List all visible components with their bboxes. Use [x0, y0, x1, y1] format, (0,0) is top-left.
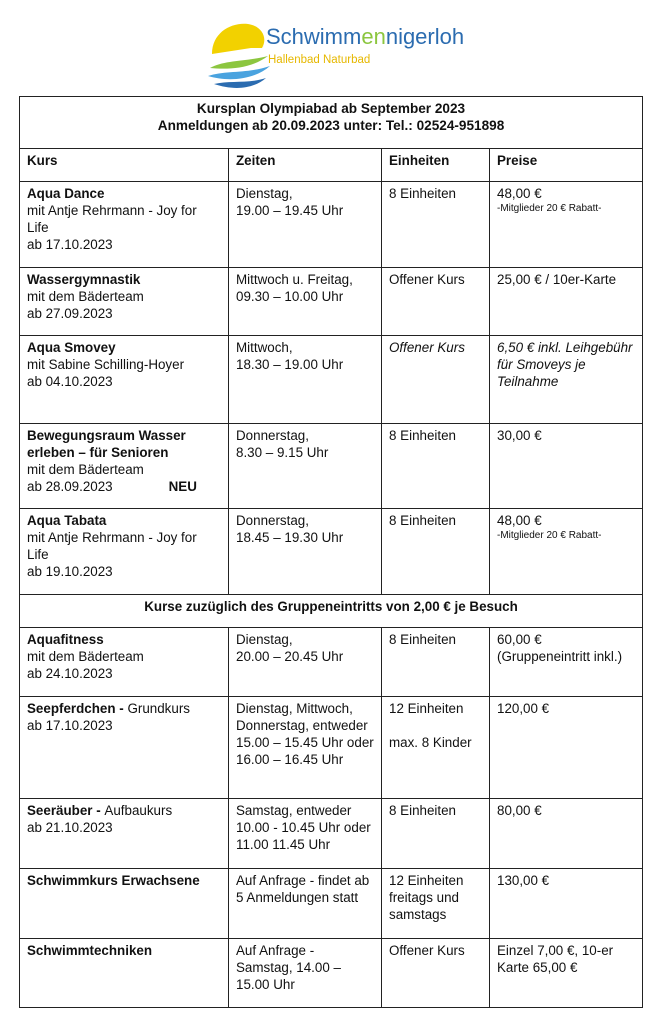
course-start: ab 17.10.2023 — [27, 718, 113, 733]
course-times: Samstag, entweder 10.00 - 10.45 Uhr oder 11.00 11.45 Uhr — [236, 803, 371, 852]
group-fee-row — [20, 595, 643, 628]
course-price: 130,00 € — [497, 873, 550, 888]
course-start: ab 28.09.2023 — [27, 479, 113, 494]
new-badge: NEU — [168, 479, 197, 494]
table-row — [20, 628, 643, 697]
course-start: ab 19.10.2023 — [27, 564, 113, 579]
logo-mark-icon — [204, 16, 274, 92]
course-units: 8 Einheiten — [389, 632, 457, 647]
course-name: Aqua Smovey — [27, 340, 116, 355]
course-day: Dienstag, — [236, 632, 293, 647]
course-start: ab 17.10.2023 — [27, 237, 113, 252]
table-row — [20, 869, 643, 939]
course-time: 19.00 – 19.45 Uhr — [236, 203, 344, 218]
course-units: 12 Einheiten — [389, 701, 464, 716]
col-header-kurs: Kurs — [20, 149, 229, 182]
table-row — [20, 424, 643, 509]
course-start: ab 27.09.2023 — [27, 306, 113, 321]
course-day: Donnerstag, — [236, 428, 309, 443]
course-trainer: mit Antje Rehrmann - Joy for Life — [27, 530, 197, 562]
course-start: ab 04.10.2023 — [27, 374, 113, 389]
course-times: Dienstag, Mittwoch, Donnerstag, entweder 15.00 – 15.45 Uhr oder 16.00 – 16.45 Uhr — [236, 701, 374, 767]
logo-wordmark: Schwimmennigerloh — [266, 24, 465, 49]
course-times: Auf Anfrage - findet ab 5 Anmeldungen statt — [236, 873, 370, 905]
table-row — [20, 939, 643, 1008]
course-price-note: -Mitglieder 20 € Rabatt- — [497, 530, 602, 541]
table-row — [20, 799, 643, 869]
course-units: 8 Einheiten — [389, 428, 457, 443]
table-row — [20, 182, 643, 268]
course-time: 8.30 – 9.15 Uhr — [236, 445, 329, 460]
course-price: 30,00 € — [497, 428, 542, 443]
table-row — [20, 336, 643, 424]
course-name: Aquafitness — [27, 632, 104, 647]
course-units: 8 Einheiten — [389, 186, 457, 201]
course-units: Offener Kurs — [389, 272, 465, 287]
col-header-einheiten: Einheiten — [382, 149, 490, 182]
course-day: Mittwoch u. Freitag, — [236, 272, 353, 287]
col-header-preise: Preise — [490, 149, 643, 182]
course-trainer: mit Antje Rehrmann - Joy for Life — [27, 203, 197, 235]
logo-subtitle: Hallenbad Naturbad — [268, 54, 371, 66]
table-row — [20, 268, 643, 336]
course-units: 8 Einheiten — [389, 803, 457, 818]
course-name: Aqua Tabata — [27, 513, 107, 528]
course-time: 09.30 – 10.00 Uhr — [236, 289, 344, 304]
course-price: 48,00 € — [497, 186, 542, 201]
course-name: Bewegungsraum Wasser erleben – für Senioren — [27, 428, 186, 460]
course-day: Dienstag, — [236, 186, 293, 201]
course-name: Aqua Dance — [27, 186, 105, 201]
title-row — [20, 97, 643, 149]
course-name: Schwimmkurs Erwachsene — [27, 873, 200, 888]
course-price-note: -Mitglieder 20 € Rabatt- — [497, 203, 602, 214]
course-price: 60,00 € (Gruppeneintritt inkl.) — [497, 632, 623, 664]
course-trainer: mit dem Bäderteam — [27, 462, 144, 477]
course-units: Offener Kurs — [389, 943, 465, 958]
table-row — [20, 697, 643, 799]
course-units: Offener Kurs — [389, 340, 465, 355]
course-type: Aufbaukurs — [104, 803, 173, 818]
course-start: ab 21.10.2023 — [27, 820, 113, 835]
course-plan-table — [19, 96, 643, 1008]
course-trainer: mit Sabine Schilling-Hoyer — [27, 357, 185, 372]
course-price: Einzel 7,00 €, 10-er Karte 65,00 € — [497, 943, 614, 975]
course-price: 120,00 € — [497, 701, 550, 716]
course-name: Seeräuber - — [27, 803, 105, 818]
course-time: 18.45 – 19.30 Uhr — [236, 530, 344, 545]
course-start: ab 24.10.2023 — [27, 666, 113, 681]
registration-info: Anmeldungen ab 20.09.2023 unter: Tel.: 02524-951898 — [157, 118, 505, 133]
course-trainer: mit dem Bäderteam — [27, 649, 144, 664]
course-type: Grundkurs — [127, 701, 190, 716]
course-name: Seepferdchen - — [27, 701, 128, 716]
course-times: Auf Anfrage - Samstag, 14.00 – 15.00 Uhr — [236, 943, 341, 992]
course-capacity: max. 8 Kinder — [389, 735, 472, 750]
plan-title: Kursplan Olympiabad ab September 2023 — [196, 101, 466, 116]
course-time: 18.30 – 19.00 Uhr — [236, 357, 344, 372]
group-fee-note: Kurse zuzüglich des Gruppeneintritts von 2,00 € je Besuch — [20, 595, 643, 628]
logo — [204, 16, 474, 92]
course-day: Donnerstag, — [236, 513, 309, 528]
col-header-zeiten: Zeiten — [229, 149, 382, 182]
course-units: 8 Einheiten — [389, 513, 457, 528]
course-name: Schwimmtechniken — [27, 943, 153, 958]
course-units: 12 Einheiten freitags und samstags — [389, 873, 464, 922]
course-time: 20.00 – 20.45 Uhr — [236, 649, 344, 664]
course-price: 48,00 € — [497, 513, 542, 528]
course-name: Wassergymnastik — [27, 272, 141, 287]
course-price: 25,00 € / 10er-Karte — [497, 272, 617, 287]
table-row — [20, 509, 643, 595]
course-trainer: mit dem Bäderteam — [27, 289, 144, 304]
course-price: 80,00 € — [497, 803, 542, 818]
course-price: 6,50 € inkl. Leihgebühr für Smoveys je Teilnahme — [497, 340, 633, 389]
column-header-row — [20, 149, 643, 182]
course-day: Mittwoch, — [236, 340, 293, 355]
